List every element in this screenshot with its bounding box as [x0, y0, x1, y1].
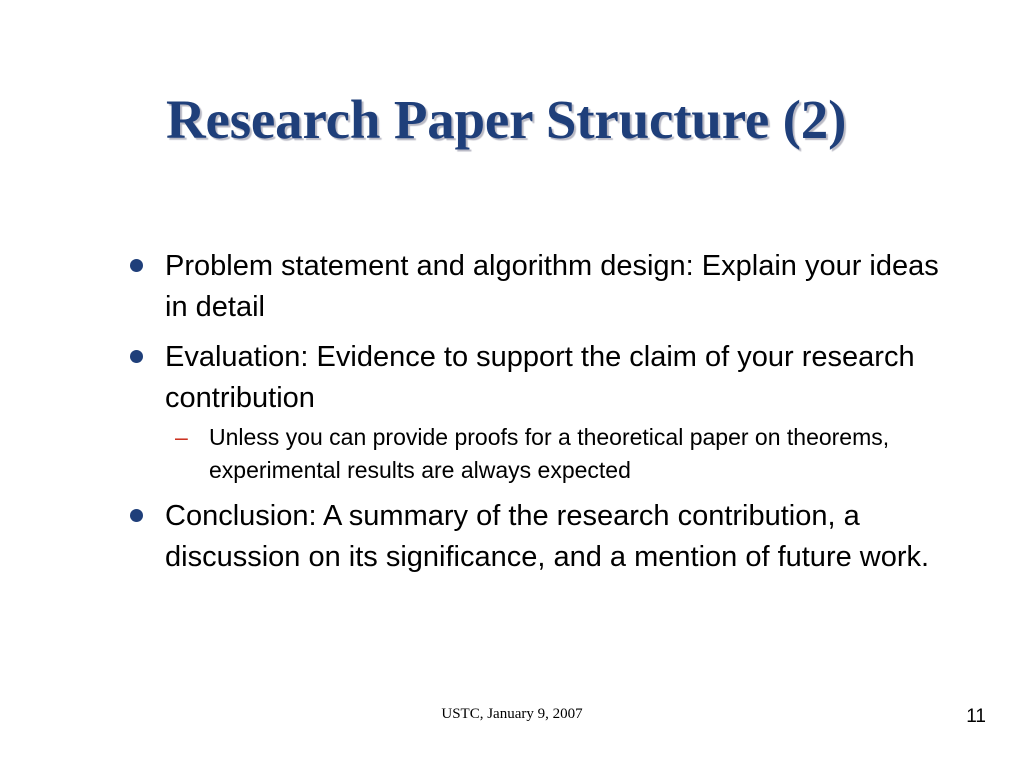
bullet-text: Evaluation: Evidence to support the claim of your research contribution	[165, 341, 915, 414]
page-number: 11	[966, 706, 986, 727]
bullet-dot-icon	[130, 259, 143, 272]
bullet-list	[128, 246, 968, 587]
slide-title: Research Paper Structure (2)	[166, 89, 847, 150]
bullet-text: Conclusion: A summary of the research contribution, a discussion on its significance, and a mention of future work.	[165, 500, 930, 573]
bullet-dot-icon	[130, 509, 143, 522]
dash-icon: –	[175, 424, 188, 450]
bullet-item	[128, 496, 968, 578]
sub-bullet-list	[165, 421, 968, 487]
bullet-text: Problem statement and algorithm design: Explain your ideas in detail	[165, 250, 939, 323]
footer-date: USTC, January 9, 2007	[441, 706, 583, 722]
bullet-item	[128, 337, 968, 487]
bullet-item	[128, 246, 968, 328]
bullet-dot-icon	[130, 350, 143, 363]
sub-bullet-item	[165, 421, 968, 487]
sub-bullet-text: Unless you can provide proofs for a theoretical paper on theorems, experimental results are always expected	[209, 424, 890, 483]
